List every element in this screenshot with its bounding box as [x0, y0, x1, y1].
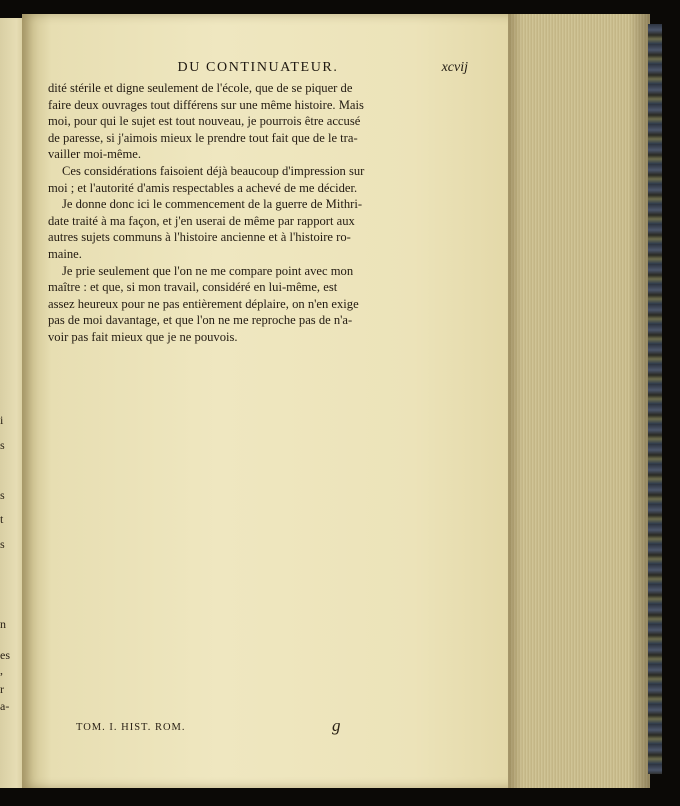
fragment: a-	[0, 699, 10, 713]
text-line: dité stérile et digne seulement de l'école, que de se piquer de	[48, 81, 353, 95]
text-line: maître : et que, si mon travail, considéré en lui-même, est	[48, 280, 338, 295]
fragment: s	[0, 488, 5, 502]
marbled-cover-edge	[648, 24, 662, 774]
text-line: pas de moi davantage, et que l'on ne me reproche pas de n'a-	[48, 313, 353, 328]
signature-mark: g	[332, 716, 341, 735]
text-line: Je donne donc ici le commencement de la guerre de Mithri-	[62, 197, 363, 212]
text-line: moi, pour qui le sujet est tout nouveau, je pourrois être accusé	[48, 114, 361, 129]
body-text	[48, 80, 408, 346]
fragment: s	[0, 537, 5, 551]
text-line: de paresse, si j'aimois mieux le prendre tout fait que de le tra-	[48, 130, 358, 145]
text-line: Ces considérations faisoient déjà beaucoup d'impression sur	[62, 163, 365, 178]
text-line: date traité à ma façon, et j'en userai de même par rapport aux	[48, 213, 355, 228]
text-line: autres sujets communs à l'histoire ancienne et à l'histoire ro-	[48, 230, 351, 245]
page-footer	[76, 716, 376, 740]
page-header	[48, 60, 468, 80]
text-line: voir pas fait mieux que je ne pouvois.	[48, 329, 238, 344]
paragraph	[48, 163, 408, 196]
text-line: assez heureux pour ne pas entièrement déplaire, on n'en exige	[48, 296, 359, 311]
paragraph	[48, 263, 408, 346]
running-head: DU CONTINUATEUR.	[177, 60, 339, 75]
fragment: r	[0, 682, 4, 696]
signature-line: TOM. I. HIST. ROM.	[76, 722, 186, 733]
text-line: faire deux ouvrages tout différens sur une même histoire. Mais	[48, 97, 364, 112]
fragment: i	[0, 413, 4, 427]
text-line: moi ; et l'autorité d'amis respectables a achevé de me décider.	[48, 180, 358, 195]
paragraph	[48, 196, 408, 262]
text-line: vailler moi-même.	[48, 147, 142, 162]
page-number: xcvij	[441, 60, 468, 75]
paragraph	[48, 80, 408, 163]
fragment: ,	[0, 663, 3, 677]
fragment: n	[0, 617, 6, 631]
text-line: Je prie seulement que l'on ne me compare point avec mon	[62, 263, 354, 278]
text-line: maine.	[48, 246, 82, 261]
fragment: es	[0, 648, 10, 662]
fragment: s	[0, 438, 5, 452]
fragment: t	[0, 512, 4, 526]
page-block-edges	[508, 14, 650, 788]
